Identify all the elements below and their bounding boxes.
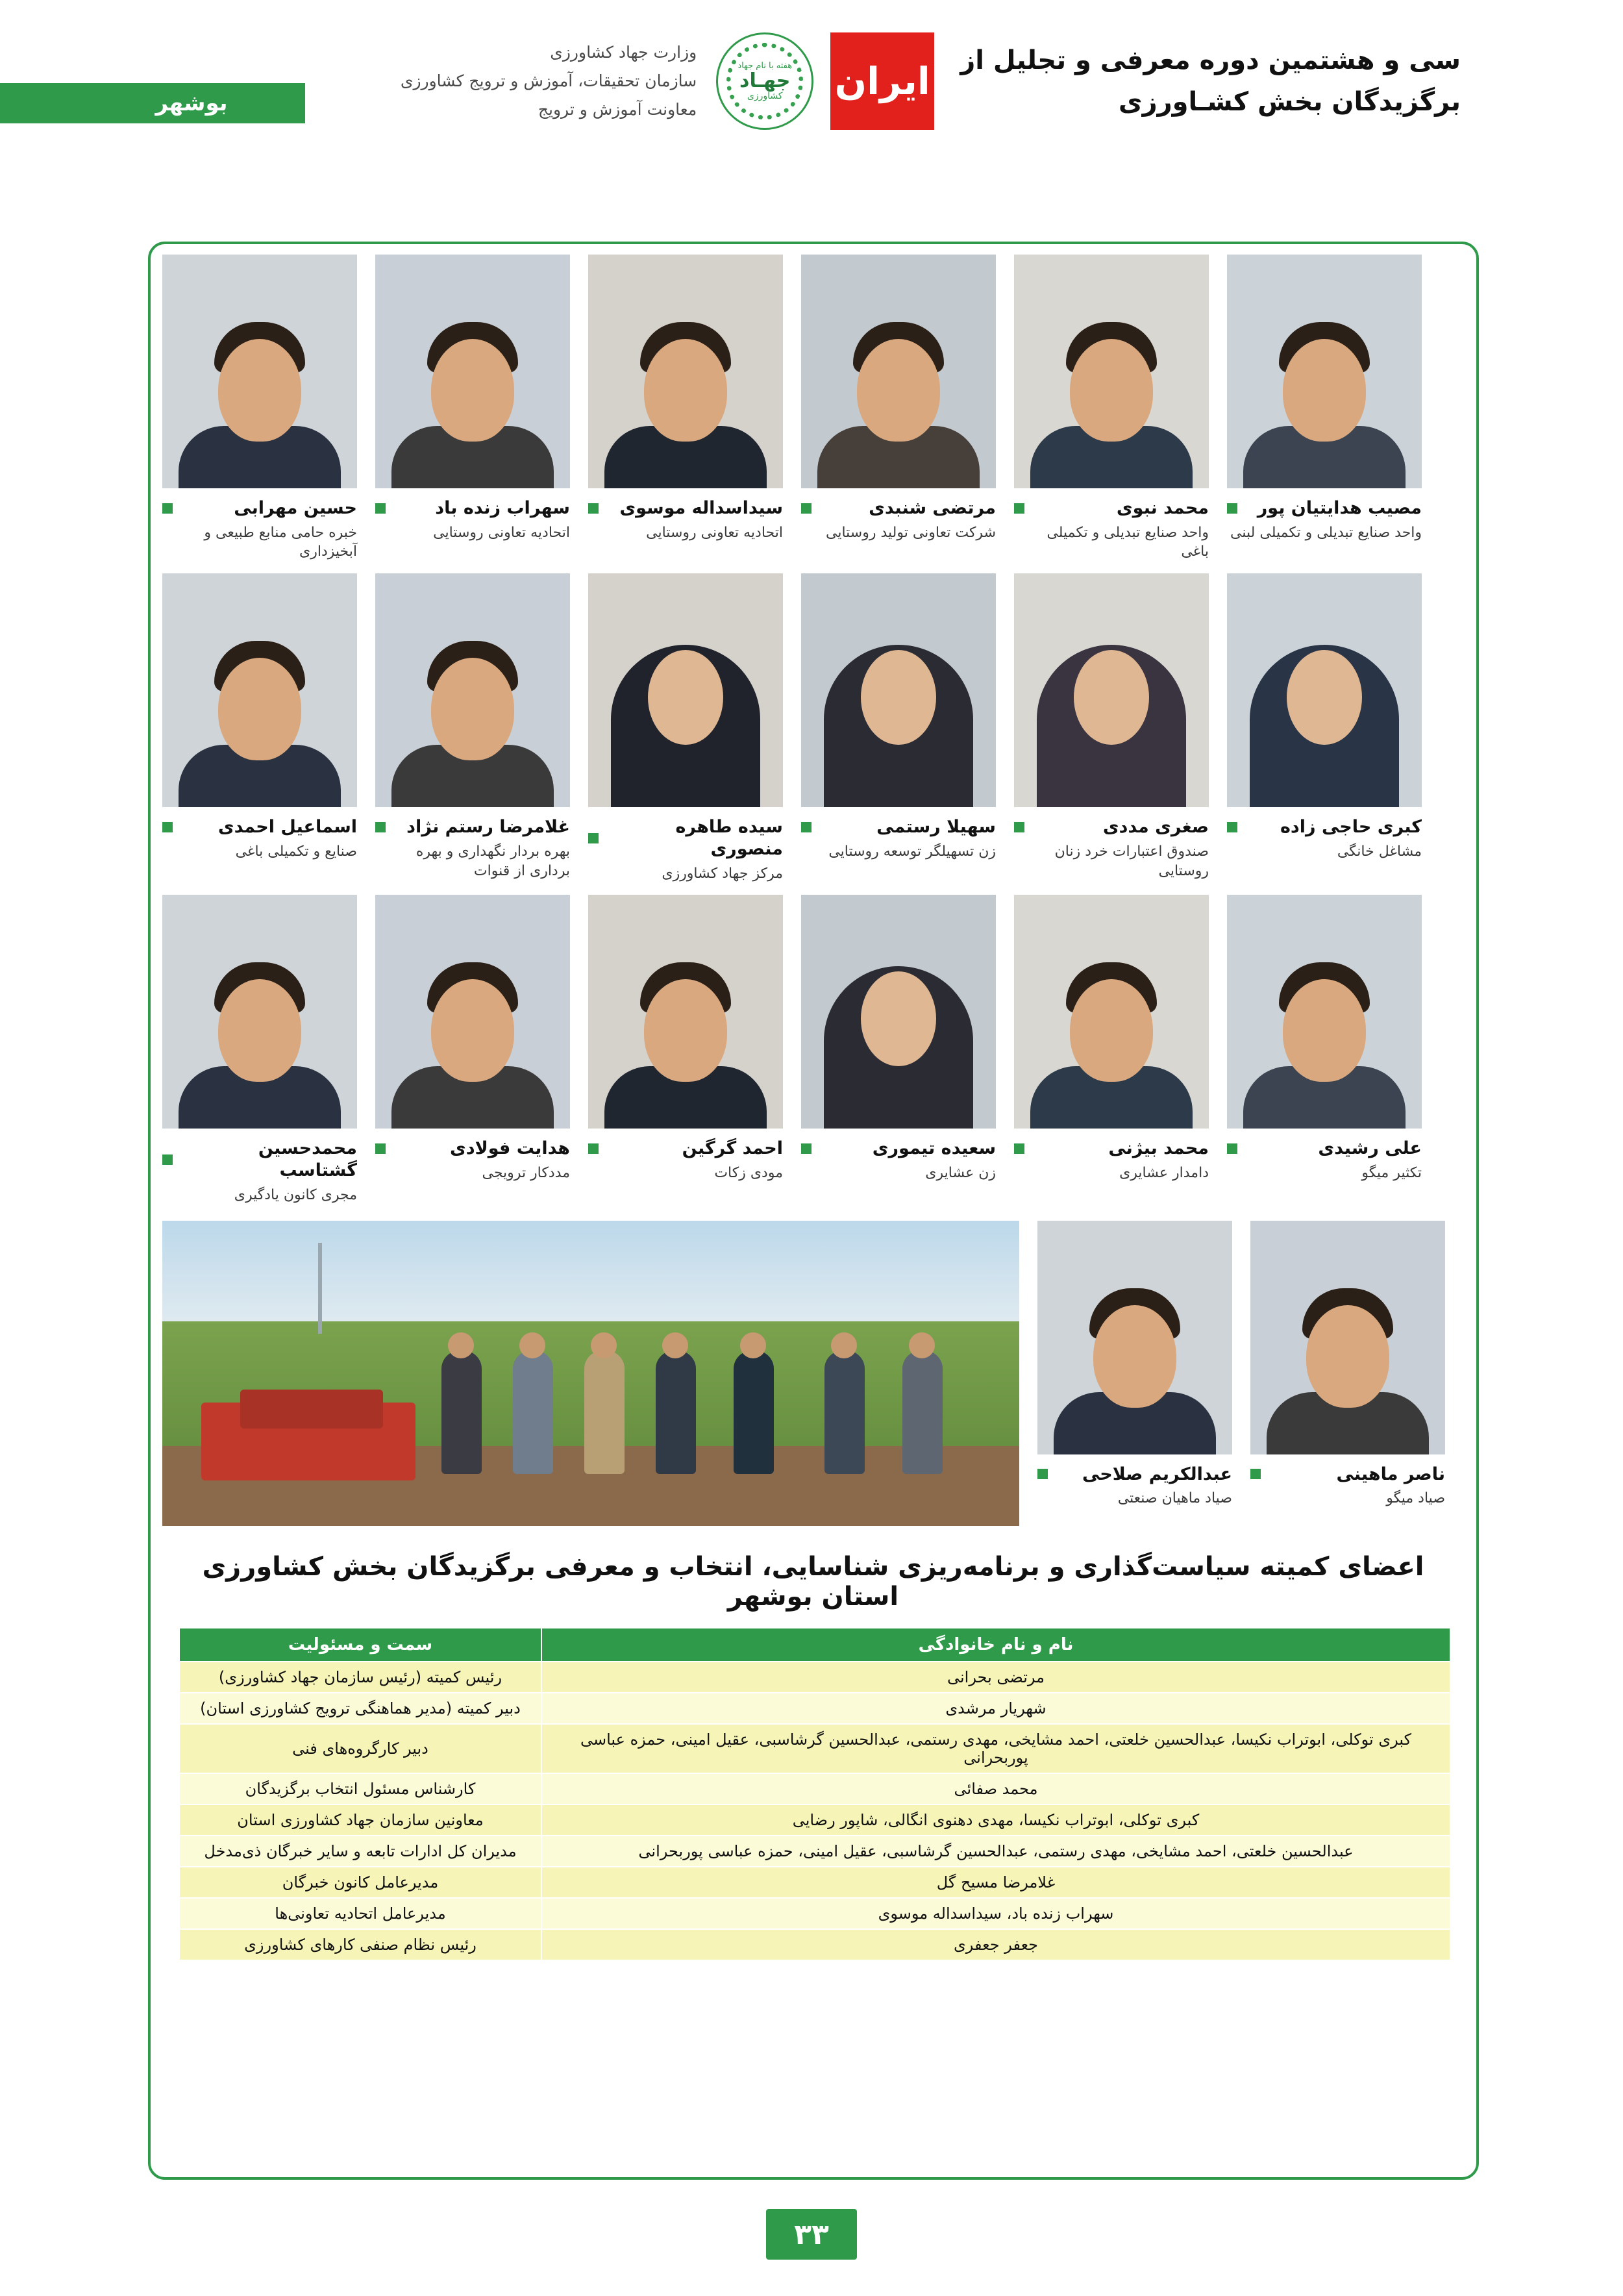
photo-face: [218, 339, 301, 442]
bullet-square-icon: [375, 503, 386, 514]
person-card: [375, 895, 570, 1204]
person-role: واحد صنایع تبدیلی و تکمیلی لبنی: [1230, 524, 1422, 541]
photo-person-head: [831, 1332, 857, 1358]
bullet-square-icon: [801, 1143, 812, 1154]
committee-body: [179, 1662, 1450, 1960]
header-title-line2: برگزیدگان بخش کشـاورزی: [1118, 87, 1461, 117]
committee-cell-role: مدیران کل ادارات تابعه و سایر خبرگان ذی‌مدخل: [179, 1836, 541, 1867]
person-card: [1014, 255, 1209, 562]
photo-person: [734, 1351, 774, 1474]
photo-face: [431, 658, 514, 760]
person-photo: [588, 255, 783, 488]
committee-cell-name: جعفر جعفری: [541, 1929, 1450, 1960]
photo-person: [656, 1351, 696, 1474]
person-name-line: [801, 497, 996, 519]
person-name: کبری حاجی زاده: [1280, 817, 1422, 838]
bullet-square-icon: [1014, 1143, 1024, 1154]
person-name-line: [1037, 1464, 1232, 1486]
photo-person: [441, 1351, 482, 1474]
committee-header-name: نام و نام خانوادگی: [541, 1628, 1450, 1662]
photo-pole: [318, 1243, 322, 1334]
person-name: سهراب زنده باد: [435, 498, 570, 518]
person-role: مشاغل خانگی: [1337, 843, 1422, 860]
page-header: [0, 0, 1623, 162]
committee-cell-name: کبری توکلی، ابوتراب نکیسا، عبدالحسین خلعتی، احمد مشایخی، مهدی رستمی، عبدالحسین گرشاسبی، عقیل امینی، حمزه عباسی پوربحرانی: [541, 1724, 1450, 1773]
person-name: مصیب هدایتیان پور: [1257, 498, 1422, 518]
photo-face: [1283, 979, 1366, 1082]
bullet-square-icon: [801, 503, 812, 514]
person-name: سیده طاهره منصوری: [675, 817, 783, 859]
ministry-block: [401, 38, 697, 123]
photo-person: [824, 1351, 865, 1474]
people-grid: [162, 255, 1464, 1205]
person-role: اتحادیه تعاونی روستایی: [433, 524, 570, 541]
people-row: [162, 895, 1464, 1204]
person-photo: [801, 895, 996, 1129]
person-photo: [375, 573, 570, 807]
person-role: شرکت تعاونی تولید روستایی: [825, 524, 996, 541]
person-card: [375, 573, 570, 883]
jahad-logo-main: جهـاد: [739, 69, 791, 92]
person-photo: [1037, 1221, 1232, 1454]
person-card: [801, 255, 996, 562]
bullet-square-icon: [1014, 822, 1024, 832]
bullet-square-icon: [588, 503, 599, 514]
photo-face: [648, 650, 723, 745]
person-name-line: [375, 816, 570, 838]
person-name-line: [1014, 1138, 1209, 1160]
person-name-line: [162, 497, 357, 519]
page-content: [162, 255, 1464, 1961]
person-name: سهیلا رستمی: [876, 817, 996, 838]
person-name: حسین مهرابی: [234, 498, 357, 518]
table-row: [179, 1836, 1450, 1867]
jahad-logo-top: هفته با نام جهاد: [737, 61, 793, 71]
bottom-people-group: [1037, 1221, 1445, 1526]
committee-cell-role: رئیس کمیته (رئیس سازمان جهاد کشاورزی): [179, 1662, 541, 1693]
person-photo: [588, 573, 783, 807]
jahad-logo-ring: [726, 43, 803, 119]
person-name: غلامرضا رستم نژاد: [406, 817, 570, 838]
person-role: مددکار ترویجی: [482, 1165, 570, 1182]
committee-cell-name: سهراب زنده باد، سیداسداله موسوی: [541, 1898, 1450, 1929]
person-role: صنایع و تکمیلی باغی: [235, 843, 357, 860]
photo-face: [1306, 1305, 1389, 1408]
person-card: [1227, 255, 1422, 562]
ministry-line-3: معاونت آموزش و ترویج: [538, 99, 697, 119]
photo-face: [857, 339, 940, 442]
person-name-line: [588, 497, 783, 519]
person-name-line: [1014, 497, 1209, 519]
person-photo: [1227, 573, 1422, 807]
bullet-square-icon: [162, 822, 173, 832]
table-row: [179, 1693, 1450, 1724]
photo-face: [1287, 650, 1362, 745]
person-name: هدایت فولادی: [449, 1138, 570, 1159]
photo-face: [218, 658, 301, 760]
person-name-line: [801, 1138, 996, 1160]
photo-face: [1283, 339, 1366, 442]
person-card: [801, 895, 996, 1204]
person-card: [1014, 573, 1209, 883]
committee-title: اعضای کمیته سیاست‌گذاری و برنامه‌ریزی شناسایی، انتخاب و معرفی برگزیدگان بخش کشاورزی استان بوشهر: [202, 1551, 1424, 1612]
table-row: [179, 1898, 1450, 1929]
bottom-block: [162, 1221, 1464, 1526]
person-card: [375, 255, 570, 562]
person-name-line: [162, 816, 357, 838]
person-name-line: [1227, 497, 1422, 519]
person-name: محمد بیژنی: [1108, 1138, 1209, 1159]
person-photo: [375, 255, 570, 488]
photo-face: [431, 979, 514, 1082]
person-name: محمدحسین گشتاسب: [258, 1138, 357, 1181]
bullet-square-icon: [588, 1143, 599, 1154]
committee-table: [179, 1627, 1451, 1961]
ministry-line-1: وزارت جهاد کشاورزی: [550, 43, 697, 62]
committee-cell-role: مدیرعامل اتحادیه تعاونی‌ها: [179, 1898, 541, 1929]
committee-cell-name: مرتضی بحرانی: [541, 1662, 1450, 1693]
person-photo: [1014, 573, 1209, 807]
person-role: دامدار عشایری: [1119, 1165, 1209, 1182]
person-photo: [801, 573, 996, 807]
photo-person-head: [519, 1332, 545, 1358]
person-role: واحد صنایع تبدیلی و تکمیلی باغی: [1047, 524, 1209, 560]
table-row: [179, 1929, 1450, 1960]
person-photo: [1014, 255, 1209, 488]
table-row: [179, 1867, 1450, 1898]
person-card: [162, 895, 357, 1204]
person-name: ناصر ماهینی: [1336, 1464, 1445, 1484]
person-photo: [162, 573, 357, 807]
person-name-line: [588, 816, 783, 860]
person-card: [801, 573, 996, 883]
person-photo: [162, 255, 357, 488]
page-number: ۳۳: [766, 2209, 857, 2260]
photo-person-head: [662, 1332, 688, 1358]
bullet-square-icon: [375, 822, 386, 832]
table-row: [179, 1773, 1450, 1804]
person-name: سیداسداله موسوی: [619, 498, 783, 518]
province-name: بوشهر: [155, 90, 228, 116]
person-photo: [375, 895, 570, 1129]
photo-machine-top: [240, 1390, 383, 1429]
bullet-square-icon: [375, 1143, 386, 1154]
bullet-square-icon: [1014, 503, 1024, 514]
committee-cell-name: محمد صفائی: [541, 1773, 1450, 1804]
people-row: [162, 255, 1464, 562]
photo-face: [644, 339, 727, 442]
person-role: زن عشایری: [925, 1165, 996, 1182]
person-role: بهره بردار نگهداری و بهره برداری از قنوات: [415, 843, 570, 879]
bullet-square-icon: [1227, 822, 1237, 832]
table-row: [179, 1724, 1450, 1773]
person-role: اتحادیه تعاونی روستایی: [646, 524, 783, 541]
photo-face: [1074, 650, 1149, 745]
person-name-line: [375, 497, 570, 519]
table-row: [179, 1804, 1450, 1836]
photo-person: [513, 1351, 553, 1474]
person-name: اسماعیل احمدی: [217, 817, 357, 838]
person-card: [1227, 573, 1422, 883]
person-name-line: [1250, 1464, 1445, 1486]
committee-cell-role: معاونین سازمان جهاد کشاورزی استان: [179, 1804, 541, 1836]
bullet-square-icon: [1227, 1143, 1237, 1154]
committee-cell-role: دبیر کارگروه‌های فنی: [179, 1724, 541, 1773]
photo-person: [902, 1351, 943, 1474]
jahad-logo-sub: کشاورزی: [747, 91, 783, 101]
person-card: [1014, 895, 1209, 1204]
committee-cell-role: مدیرعامل کانون خبرگان: [179, 1867, 541, 1898]
province-tab: [0, 83, 305, 123]
bullet-square-icon: [801, 822, 812, 832]
committee-cell-name: کبری توکلی، ابوتراب نکیسا، مهدی دهنوی انگالی، شاپور رضایی: [541, 1804, 1450, 1836]
photo-face: [431, 339, 514, 442]
table-row: [179, 1662, 1450, 1693]
committee-cell-role: رئیس نظام صنفی کارهای کشاورزی: [179, 1929, 541, 1960]
person-name: مرتضی شنبدی: [869, 498, 996, 518]
person-role: صیاد میگو: [1386, 1490, 1445, 1507]
bullet-square-icon: [1227, 503, 1237, 514]
committee-cell-name: غلامرضا مسیح گل: [541, 1867, 1450, 1898]
person-card: [588, 895, 783, 1204]
person-photo: [1014, 895, 1209, 1129]
bullet-square-icon: [162, 503, 173, 514]
photo-person-head: [909, 1332, 935, 1358]
person-name-line: [1227, 816, 1422, 838]
committee-cell-role: کارشناس مسئول انتخاب برگزیدگان: [179, 1773, 541, 1804]
person-name-line: [1014, 816, 1209, 838]
bullet-square-icon: [1037, 1469, 1048, 1479]
field-visit-photo: [162, 1221, 1019, 1526]
person-name-line: [1227, 1138, 1422, 1160]
bullet-square-icon: [588, 833, 599, 843]
person-name: محمد نبوی: [1116, 498, 1209, 518]
photo-face: [218, 979, 301, 1082]
person-photo: [801, 255, 996, 488]
person-name-line: [162, 1138, 357, 1182]
photo-person-head: [740, 1332, 766, 1358]
person-role: مرکز جهاد کشاورزی: [662, 865, 783, 882]
person-card: [162, 255, 357, 562]
person-name: احمد گرگین: [682, 1138, 783, 1159]
person-card: [588, 573, 783, 883]
person-photo: [588, 895, 783, 1129]
ministry-line-2: سازمان تحقیقات، آموزش و ترویج کشاورزی: [400, 71, 697, 91]
committee-header-row: [179, 1628, 1450, 1662]
person-role: زن تسهیلگر توسعه روستایی: [828, 843, 996, 860]
photo-face: [861, 971, 936, 1066]
photo-face: [861, 650, 936, 745]
person-name-line: [801, 816, 996, 838]
header-title-line1: سی و هشتمین دوره معرفی و تجلیل از: [960, 45, 1461, 75]
jahad-logo: [716, 32, 813, 130]
photo-face: [644, 979, 727, 1082]
person-name: صغری مددی: [1102, 817, 1209, 838]
photo-person: [584, 1351, 625, 1474]
photo-face: [1070, 979, 1153, 1082]
person-name-line: [375, 1138, 570, 1160]
iran-logo-label: ایران: [834, 59, 930, 103]
person-card: [1250, 1221, 1445, 1526]
person-name: سعیده تیموری: [872, 1138, 996, 1159]
person-name-line: [588, 1138, 783, 1160]
person-card: [588, 255, 783, 562]
photo-face: [1070, 339, 1153, 442]
person-name: عبدالکریم صلاحی: [1082, 1464, 1232, 1484]
person-role: خبره حامی منابع طبیعی و آبخیزداری: [204, 524, 357, 560]
person-role: صندوق اعتبارات خرد زنان روستایی: [1054, 843, 1209, 879]
committee-cell-role: دبیر کمیته (مدیر هماهنگی ترویج کشاورزی استان): [179, 1693, 541, 1724]
photo-face: [1093, 1305, 1176, 1408]
person-card: [162, 573, 357, 883]
header-title: [960, 40, 1461, 123]
person-role: مجری کانون یادگیری: [234, 1186, 357, 1203]
committee-cell-name: شهریار مرشدی: [541, 1693, 1450, 1724]
committee-cell-name: عبدالحسین خلعتی، احمد مشایخی، مهدی رستمی، عبدالحسین گرشاسبی، عقیل امینی، حمزه عباسی پوربحرانی: [541, 1836, 1450, 1867]
person-role: مودی زکات: [714, 1165, 783, 1182]
iran-logo: [830, 32, 934, 130]
photo-person-head: [448, 1332, 474, 1358]
person-card: [1037, 1221, 1232, 1526]
person-card: [1227, 895, 1422, 1204]
photo-sky: [162, 1221, 1019, 1321]
bullet-square-icon: [162, 1154, 173, 1165]
photo-person-head: [591, 1332, 617, 1358]
person-role: صیاد ماهیان صنعتی: [1117, 1490, 1232, 1507]
people-row: [162, 573, 1464, 883]
person-role: تکثیر میگو: [1361, 1165, 1422, 1182]
person-photo: [1227, 895, 1422, 1129]
committee-header-role: سمت و مسئولیت: [179, 1628, 541, 1662]
person-photo: [1250, 1221, 1445, 1454]
person-photo: [1227, 255, 1422, 488]
person-name: علی رشیدی: [1318, 1138, 1422, 1159]
person-photo: [162, 895, 357, 1129]
bullet-square-icon: [1250, 1469, 1261, 1479]
